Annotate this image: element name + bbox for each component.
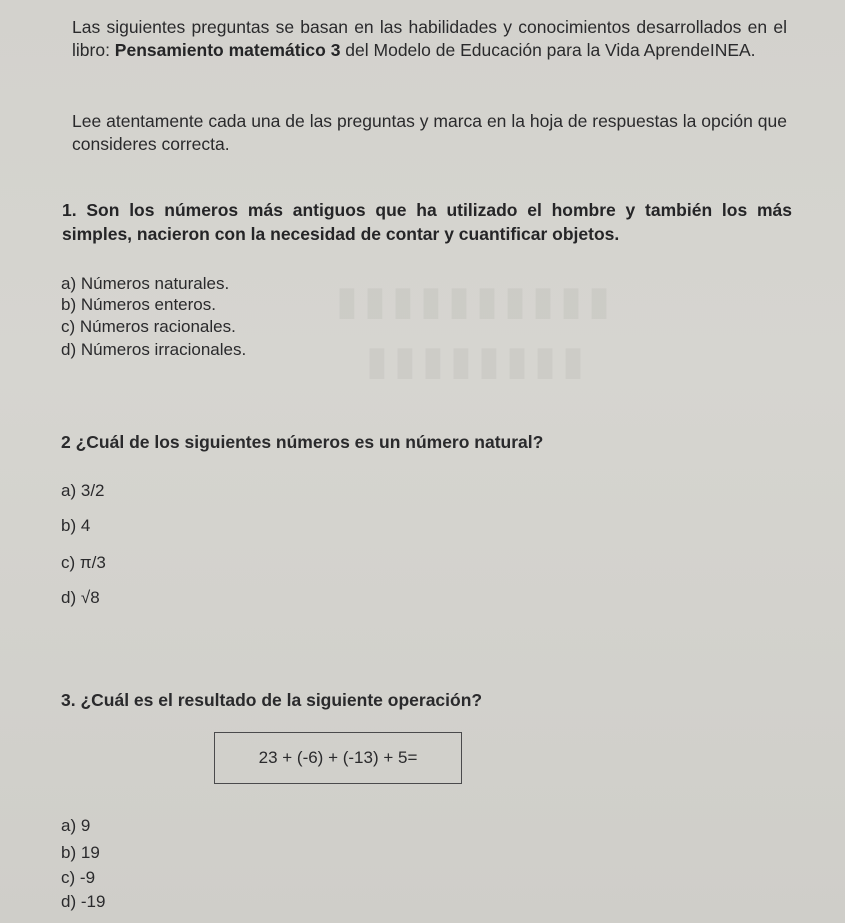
option-letter: b)	[61, 843, 77, 862]
q3-option-d[interactable]	[61, 891, 105, 913]
option-text: -19	[80, 892, 106, 911]
option-letter: b)	[61, 516, 77, 535]
option-letter: a)	[61, 274, 77, 293]
option-text: 4	[80, 516, 91, 535]
option-text: Números naturales.	[80, 274, 230, 293]
operation-box	[214, 732, 462, 784]
q1-option-c[interactable]	[61, 316, 236, 338]
q2-option-c[interactable]	[61, 552, 106, 574]
option-text: Números irracionales.	[80, 340, 247, 359]
show-through-mark: ▮▮▮▮▮▮▮▮▮▮	[330, 279, 611, 323]
show-through-mark: ▮▮▮▮▮▮▮▮	[360, 339, 585, 383]
option-letter: d)	[61, 892, 77, 911]
option-letter: c)	[61, 553, 76, 572]
q1-option-d[interactable]	[61, 339, 246, 361]
option-text: Números racionales.	[79, 317, 236, 336]
intro-text-end: del Modelo de Educación para la Vida AprendeINEA.	[340, 40, 756, 60]
q3-option-a[interactable]	[61, 815, 90, 837]
option-letter: d)	[61, 588, 77, 607]
question-1-title: 1. Son los números más antiguos que ha utilizado el hombre y también los más simples, nacieron con la necesidad de contar y cuantificar objetos.	[62, 200, 792, 244]
q1-option-a[interactable]	[61, 273, 229, 295]
option-text: 3/2	[80, 481, 105, 500]
q3-option-b[interactable]	[61, 842, 100, 864]
q3-option-c[interactable]	[61, 867, 95, 889]
option-letter: a)	[61, 816, 77, 835]
option-text: Números enteros.	[80, 295, 216, 314]
option-text: 9	[80, 816, 91, 835]
option-letter: a)	[61, 481, 77, 500]
option-letter: c)	[61, 317, 76, 336]
operation-expression: 23 + (-6) + (-13) + 5=	[258, 748, 418, 767]
option-text: √8	[80, 588, 100, 607]
option-text: π/3	[79, 553, 106, 572]
q2-option-d[interactable]	[61, 587, 100, 609]
question-2-title: 2 ¿Cuál de los siguientes números es un número natural?	[61, 432, 544, 452]
instructions-paragraph: Lee atentamente cada una de las preguntas y marca en la hoja de respuestas la opción que consideres correcta.	[72, 111, 787, 154]
option-letter: c)	[61, 868, 76, 887]
option-text: 19	[80, 843, 100, 862]
q1-option-b[interactable]	[61, 294, 216, 316]
option-letter: d)	[61, 340, 77, 359]
intro-paragraph	[72, 16, 787, 62]
question-3-title: 3. ¿Cuál es el resultado de la siguiente operación?	[61, 690, 483, 710]
q2-option-a[interactable]	[61, 480, 105, 502]
option-letter: b)	[61, 295, 77, 314]
book-title: Pensamiento matemático 3	[114, 40, 341, 60]
option-text: -9	[79, 868, 96, 887]
q2-option-b[interactable]	[61, 515, 90, 537]
intro-text-start: Las siguientes preguntas se basan en las habilidades y conocimientos desarrollados en el libro:	[72, 17, 787, 60]
